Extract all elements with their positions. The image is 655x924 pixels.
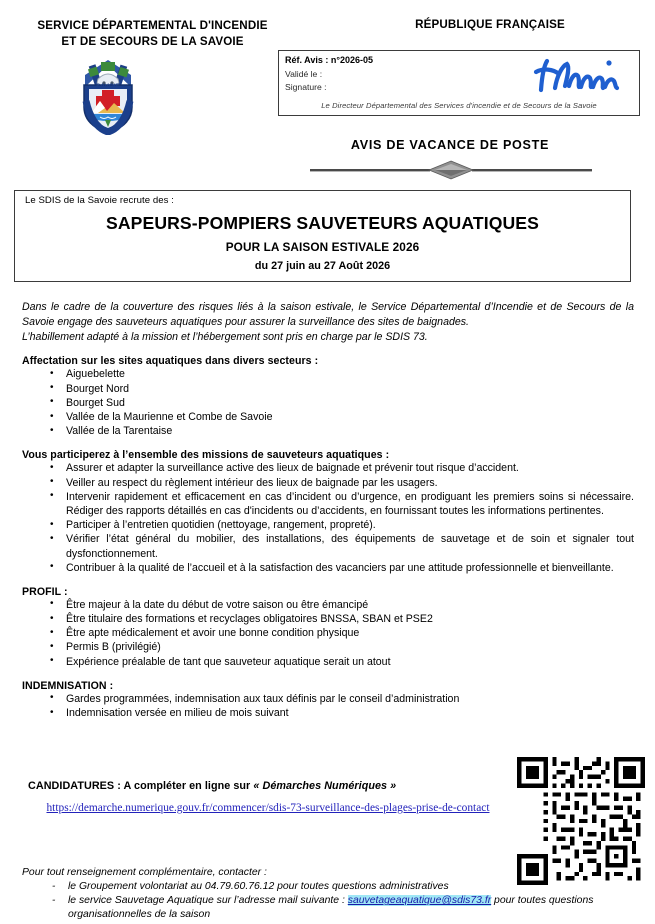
list-item: • Veiller au respect du règlement intérieur des lieux de baignade par les usagers. [22, 476, 634, 490]
document-header [0, 0, 655, 152]
document-footer [22, 866, 634, 923]
platform-name: « Démarches Numériques » [253, 780, 397, 792]
contact-item-organisational [22, 894, 634, 922]
document-body [22, 300, 634, 720]
section-heading: PROFIL : [22, 585, 68, 598]
section-heading: INDEMNISATION : [22, 679, 114, 692]
candidatures-text: CANDIDATURES : A compléter en ligne sur [28, 780, 254, 792]
section-indemnisation [22, 680, 634, 720]
season-label: POUR LA SAISON ESTIVALE 2026 [225, 240, 420, 254]
section-affectation [22, 355, 634, 438]
list-item: • Aiguebelette [22, 367, 634, 381]
contact-list [22, 880, 634, 922]
list-item: • Intervenir rapidement et efficacement en cas d’incident ou d’urgence, en prodiguant les premiers soins si nécessaire. Rédiger des rapports détaillés en cas d'incidents ou d’accidents, en fournissant toutes les informations pertinentes. [22, 490, 634, 518]
list-item: • Bourget Sud [22, 396, 634, 410]
recruits-label: Le SDIS de la Savoie recrute des : [25, 195, 174, 206]
validated-on-label: Validé le : [285, 68, 323, 79]
intro-paragraph-1: Dans le cadre de la couverture des risques liés à la saison estivale, le Service Départemental d’Incendie et de Secours de la Savoie engage des sauveteurs aquatiques pour assurer la surveillance des sites de baignades. [22, 301, 634, 328]
season-dates: du 27 juin au 27 Août 2026 [254, 260, 391, 272]
svg-text:SAVOIE: SAVOIE [95, 83, 121, 90]
indemnisation-list [22, 692, 634, 720]
organisation-name-line1: SERVICE DÉPARTEMENTAL D'INCENDIE [37, 19, 268, 32]
list-item: • Assurer et adapter la surveillance active des lieux de baignade et prévenir tout risque d’accident. [22, 461, 634, 475]
intro-paragraph-2: L’habillement adapté à la mission et l’hébergement sont pris en charge par le SDIS 73. [22, 330, 428, 343]
contact-item-administrative: - le Groupement volontariat au 04.79.60.76.12 pour toutes questions administratives [22, 880, 634, 894]
missions-list [22, 461, 634, 575]
footer-lead: Pour tout renseignement complémentaire, contacter : [22, 867, 267, 878]
list-item: • Être apte médicalement et avoir une bonne condition physique [22, 626, 634, 640]
list-item: • Vallée de la Tarentaise [22, 424, 634, 438]
list-item: • Contribuer à la qualité de l’accueil et à la satisfaction des vacanciers par une attitude professionnelle et bienveillante. [22, 561, 634, 575]
candidatures-block [28, 780, 508, 816]
list-item: • Gardes programmées, indemnisation aux taux définis par le conseil d’administration [22, 692, 634, 706]
signature-label: Signature : [285, 81, 327, 92]
list-item: • Vérifier l’état général du mobilier, des installations, des équipements de sauvetage et de soin et signaler tout dysfonctionnement. [22, 532, 634, 560]
reference-number: Réf. Avis : n°2026-05 [285, 55, 373, 65]
reference-box [278, 50, 640, 116]
contact-text-after: pour toutes questions organisationnelles de la saison [68, 895, 594, 921]
list-item: • Vallée de la Maurienne et Combe de Savoie [22, 410, 634, 424]
section-missions [22, 449, 634, 575]
section-profil [22, 586, 634, 669]
contact-email-link[interactable]: sauvetageaquatique@sdis73.fr [347, 895, 492, 907]
organisation-name-line2: ET DE SECOURS DE LA SAVOIE [61, 34, 244, 48]
republic-heading: RÉPUBLIQUE FRANÇAISE [415, 18, 565, 31]
list-item: • Être majeur à la date du début de votre saison ou être émancipé [22, 598, 634, 612]
list-item: • Indemnisation versée en milieu de mois suivant [22, 706, 634, 720]
section-heading: Vous participerez à l’ensemble des missions de sauveteurs aquatiques : [22, 449, 390, 462]
list-item: • Permis B (privilégié) [22, 640, 634, 654]
diamond-divider-icon [280, 158, 620, 182]
list-item: • Expérience préalable de tant que sauveteur aquatique serait un atout [22, 655, 634, 669]
contact-text-before: le service Sauvetage Aquatique sur l’adresse mail suivante : [68, 895, 348, 907]
job-title-box [14, 190, 631, 282]
director-caption: Le Directeur Départemental des Services d'incendie et de Secours de la Savoie [321, 101, 597, 110]
handwritten-signature-icon [531, 54, 623, 96]
notice-banner-title: AVIS DE VACANCE DE POSTE [350, 138, 550, 152]
introduction [22, 300, 634, 344]
list-item: • Bourget Nord [22, 382, 634, 396]
affectation-list [22, 367, 634, 438]
application-url-link[interactable]: https://demarche.numerique.gouv.fr/commencer/sdis-73-surveillance-des-plages-prise-de-contact [46, 802, 490, 814]
sdis-savoie-crest-icon [72, 57, 144, 135]
section-heading: Affectation sur les sites aquatiques dans divers secteurs : [22, 355, 319, 368]
list-item: • Être titulaire des formations et recyclages obligatoires BNSSA, SBAN et PSE2 [22, 612, 634, 626]
organisation-name [10, 18, 295, 50]
profil-list [22, 598, 634, 669]
candidatures-label [28, 780, 508, 792]
job-title: SAPEURS-POMPIERS SAUVETEURS AQUATIQUES [106, 213, 539, 233]
list-item: • Participer à l’entretien quotidien (nettoyage, rangement, propreté). [22, 518, 634, 532]
